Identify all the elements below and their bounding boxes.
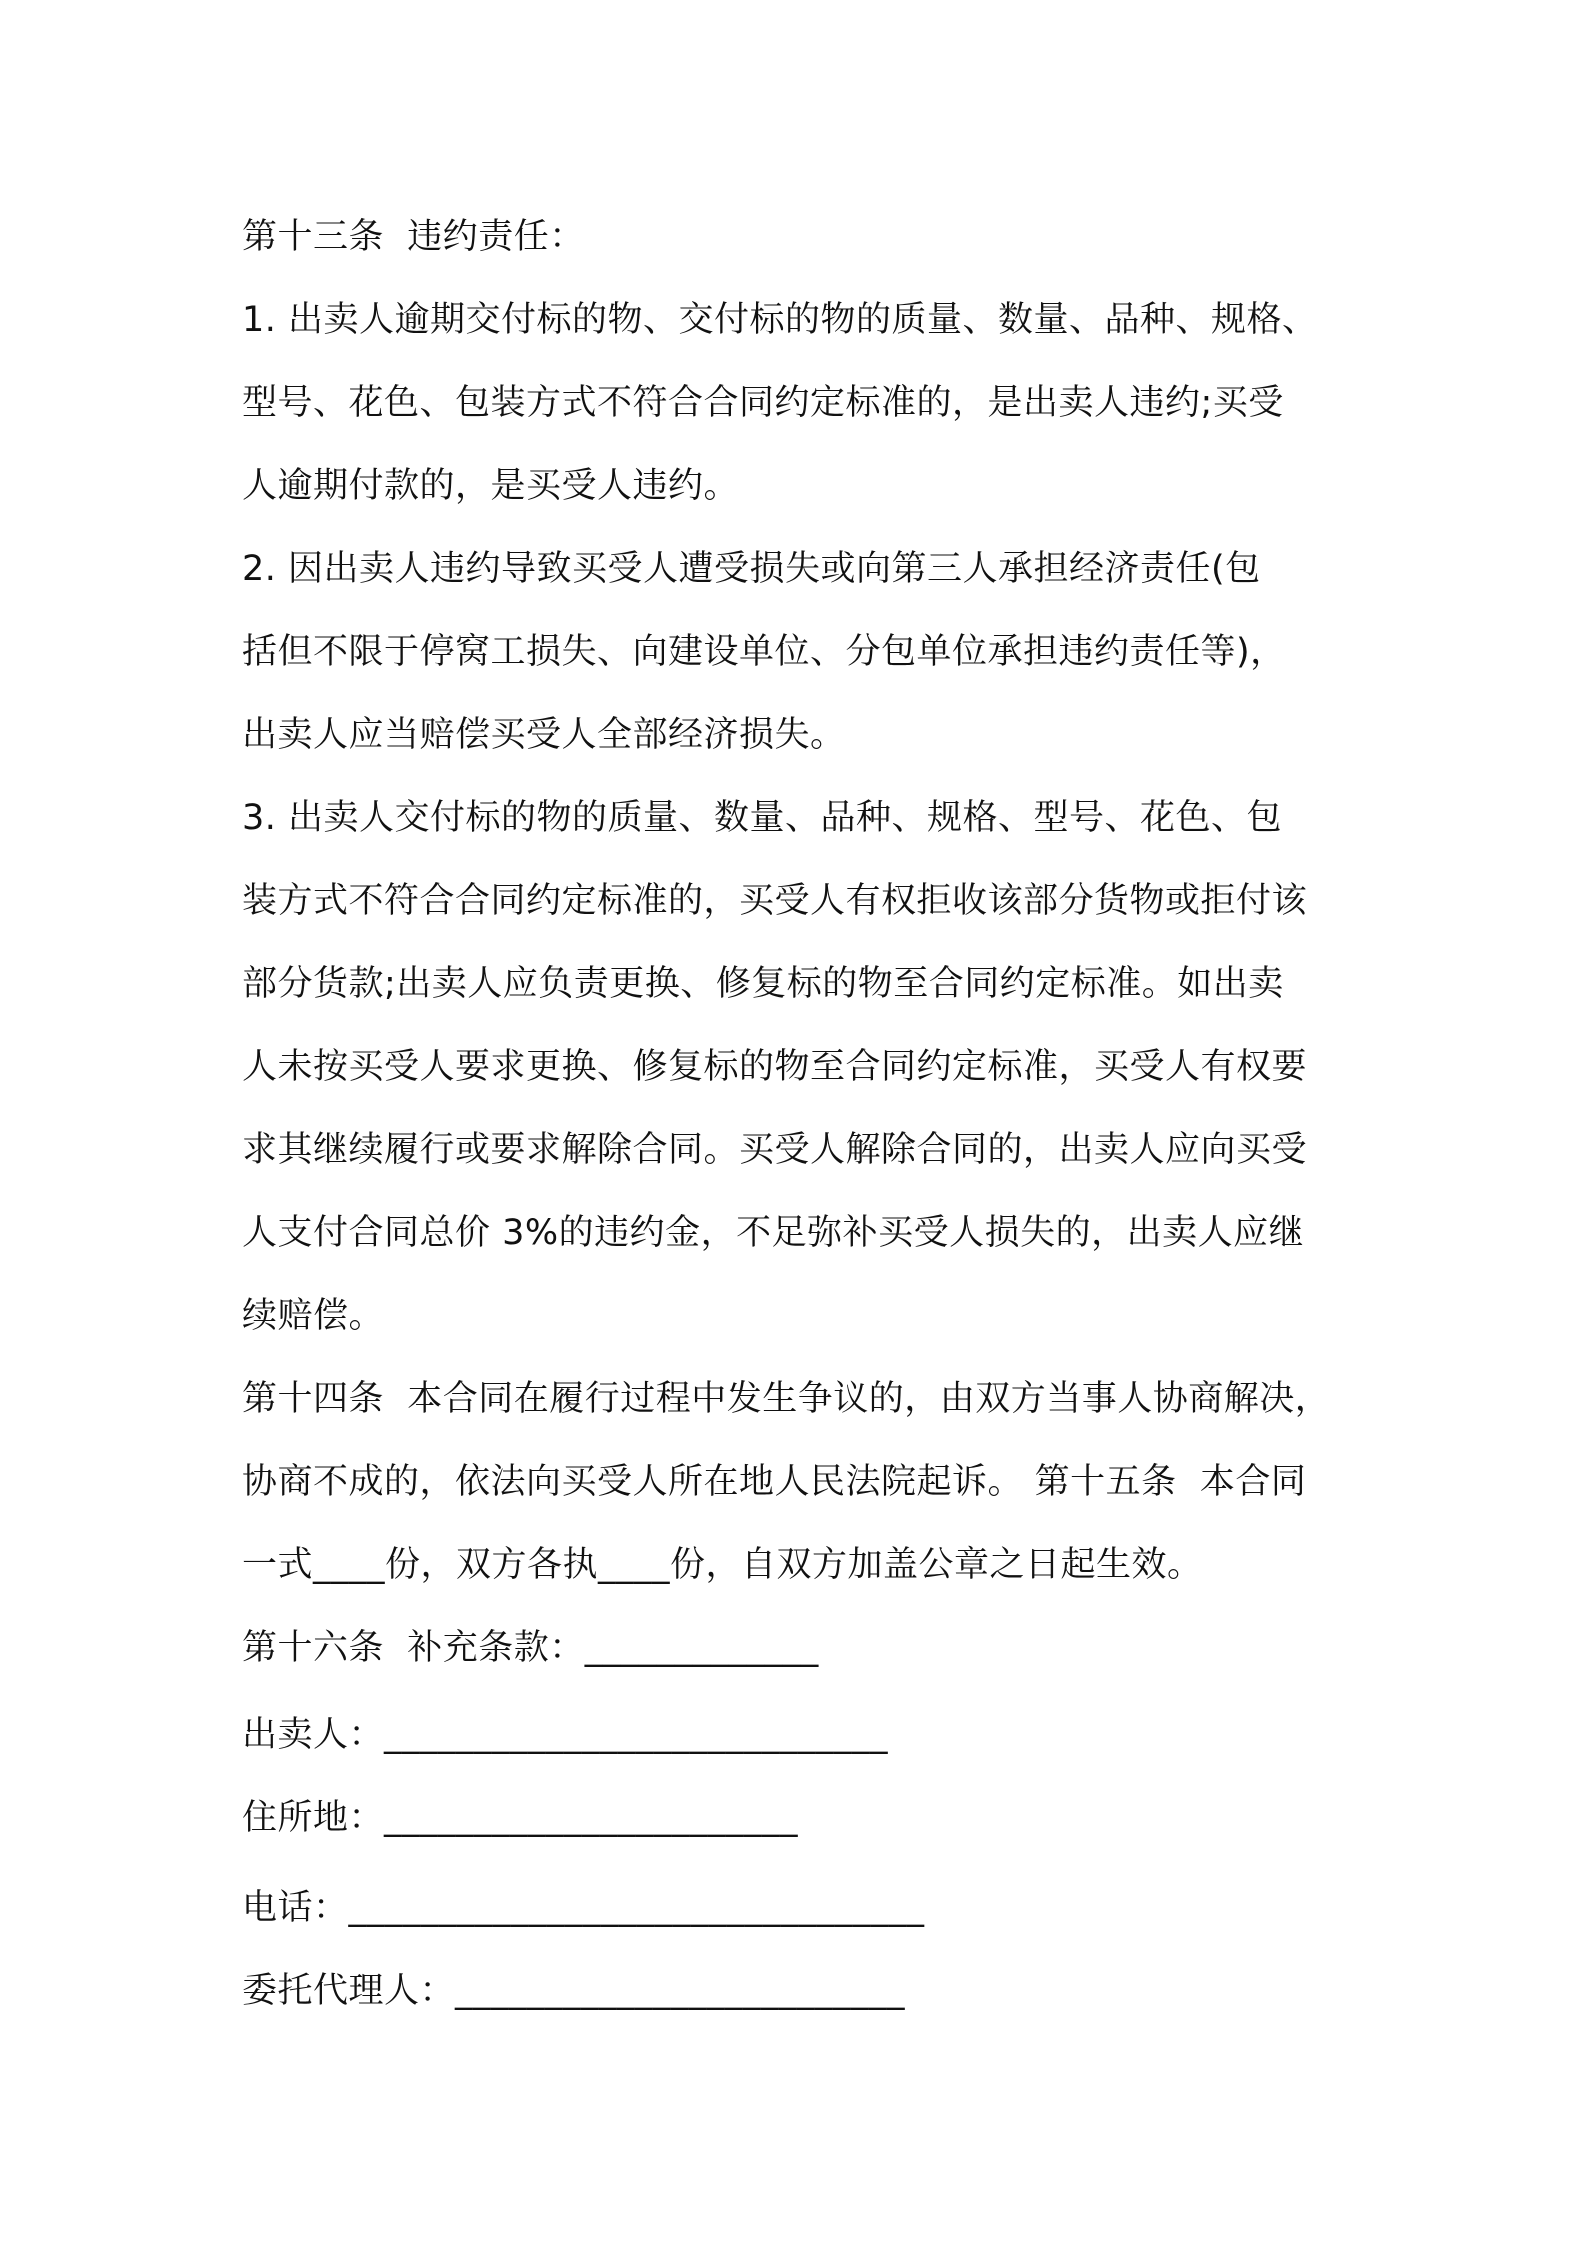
article13-line: 续赔偿。: [242, 1296, 385, 1336]
article13-line: 求其继续履行或要求解除合同。买受人解除合同的，出卖人应向买受: [242, 1130, 1308, 1170]
agent-field: 委托代理人：_________________________: [242, 1971, 906, 2011]
article14-line: 第十四条 本合同在履行过程中发生争议的，由双方当事人协商解决，: [242, 1379, 1331, 1419]
article16-line: 第十六条 补充条款：_____________: [242, 1628, 819, 1668]
article13-line: 装方式不符合合同约定标准的，买受人有权拒收该部分货物或拒付该: [242, 881, 1308, 921]
article13-line: 2. 因出卖人违约导致买受人遭受损失或向第三人承担经济责任(包: [242, 549, 1261, 589]
article13-line: 出卖人应当赔偿买受人全部经济损失。: [242, 715, 846, 755]
article13-line: 型号、花色、包装方式不符合合同约定标准的，是出卖人违约;买受: [242, 383, 1284, 423]
article13-line: 括但不限于停窝工损失、向建设单位、分包单位承担违约责任等)，: [242, 632, 1286, 672]
article13-heading: 第十三条 违约责任：: [242, 217, 585, 257]
signature-block: [242, 1710, 1392, 2030]
article14-line: 协商不成的，依法向买受人所在地人民法院起诉。 第十五条 本合同: [242, 1462, 1307, 1502]
address-field: 住所地：_______________________: [242, 1798, 799, 1838]
seller-field: 出卖人：____________________________: [242, 1715, 889, 1755]
contract-body: [242, 196, 1392, 1690]
article13-line: 部分货款;出卖人应负责更换、修复标的物至合同约定标准。如出卖: [242, 964, 1284, 1004]
phone-field: 电话：________________________________: [242, 1888, 925, 1928]
article13-line: 人未按买受人要求更换、修复标的物至合同约定标准，买受人有权要: [242, 1047, 1308, 1087]
article13-line: 1. 出卖人逾期交付标的物、交付标的物的质量、数量、品种、规格、: [242, 300, 1318, 340]
article13-line: 人支付合同总价 3%的违约金，不足弥补买受人损失的，出卖人应继: [242, 1213, 1305, 1253]
article13-line: 人逾期付款的，是买受人违约。: [242, 466, 740, 506]
article13-line: 3. 出卖人交付标的物的质量、数量、品种、规格、型号、花色、包: [242, 798, 1283, 838]
article15-line: 一式____份，双方各执____份，自双方加盖公章之日起生效。: [242, 1545, 1203, 1585]
